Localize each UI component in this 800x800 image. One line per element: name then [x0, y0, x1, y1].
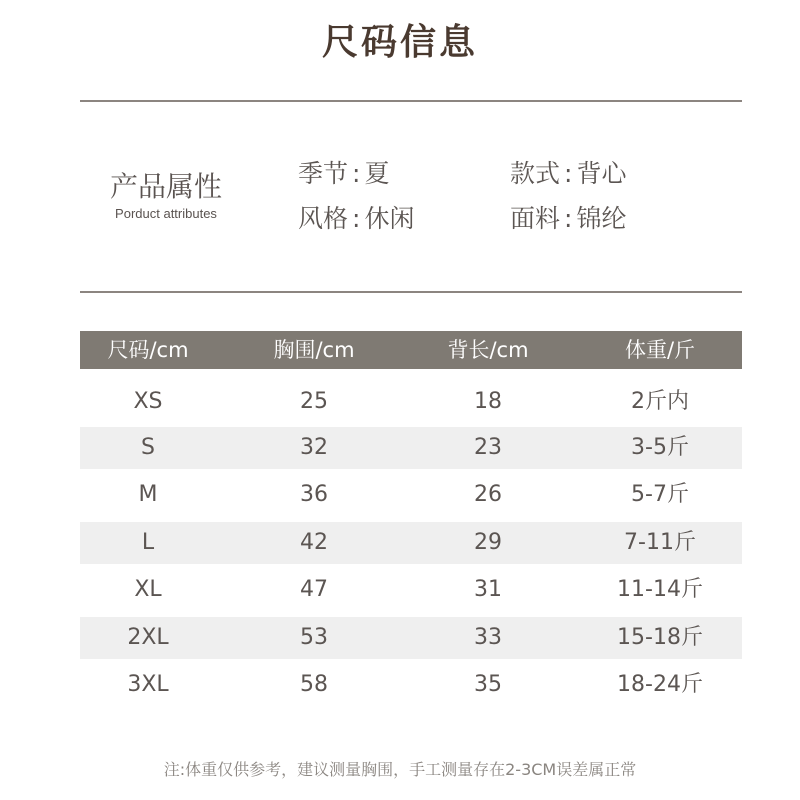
cell-back-length: 23 [474, 435, 502, 460]
attribute-value: 背心 [576, 159, 627, 188]
table-row [80, 617, 742, 659]
attributes-heading: 产品属性 [109, 170, 222, 203]
cell-size: S [141, 435, 155, 460]
table-row [80, 381, 742, 423]
cell-chest: 42 [300, 530, 328, 555]
cell-size: L [141, 530, 155, 555]
attribute-label: 面料 [510, 204, 561, 233]
attributes-subheading: Porduct attributes [115, 206, 217, 221]
attribute-fabric [510, 199, 626, 235]
cell-weight: 18-24斤 [617, 672, 703, 697]
page-title: 尺码信息 [321, 22, 478, 63]
attribute-separator: : [564, 159, 573, 188]
cell-size: 2XL [127, 625, 169, 650]
attribute-label: 款式 [510, 159, 561, 188]
attribute-value: 休闲 [364, 204, 415, 233]
top-divider [80, 100, 742, 102]
attribute-value: 夏 [364, 159, 390, 188]
cell-size: XS [133, 389, 163, 414]
cell-size: 3XL [127, 672, 169, 697]
table-row [80, 569, 742, 611]
attribute-fashion [298, 199, 414, 235]
cell-weight: 7-11斤 [624, 530, 696, 555]
table-row [80, 427, 742, 469]
cell-back-length: 31 [474, 577, 502, 602]
cell-back-length: 26 [474, 482, 502, 507]
cell-weight: 5-7斤 [631, 482, 689, 507]
cell-chest: 53 [300, 625, 328, 650]
cell-back-length: 35 [474, 672, 502, 697]
cell-back-length: 29 [474, 530, 502, 555]
cell-chest: 36 [300, 482, 328, 507]
middle-divider [80, 291, 742, 293]
attribute-value: 锦纶 [576, 204, 627, 233]
attribute-label: 季节 [298, 159, 349, 188]
footnote: 注:体重仅供参考，建议测量胸围，手工测量存在2-3CM误差属正常 [163, 760, 637, 779]
header-weight: 体重/斤 [624, 338, 696, 362]
cell-weight: 11-14斤 [617, 577, 703, 602]
attribute-label: 风格 [298, 204, 349, 233]
header-back-length: 背长/cm [447, 338, 529, 362]
cell-chest: 58 [300, 672, 328, 697]
header-size: 尺码/cm [107, 338, 189, 362]
table-row [80, 522, 742, 564]
cell-weight: 15-18斤 [617, 625, 703, 650]
attribute-separator: : [352, 204, 361, 233]
cell-size: M [138, 482, 158, 507]
attribute-separator: : [352, 159, 361, 188]
cell-chest: 32 [300, 435, 328, 460]
attribute-separator: : [564, 204, 573, 233]
cell-back-length: 33 [474, 625, 502, 650]
attribute-style [510, 154, 626, 190]
cell-weight: 2斤内 [631, 389, 689, 414]
cell-size: XL [134, 577, 162, 602]
cell-weight: 3-5斤 [631, 435, 689, 460]
header-chest: 胸围/cm [273, 338, 355, 362]
table-row [80, 474, 742, 516]
attribute-season [298, 154, 389, 190]
size-table-header [80, 331, 742, 369]
table-row [80, 664, 742, 706]
cell-back-length: 18 [474, 389, 502, 414]
cell-chest: 47 [300, 577, 328, 602]
cell-chest: 25 [300, 389, 328, 414]
